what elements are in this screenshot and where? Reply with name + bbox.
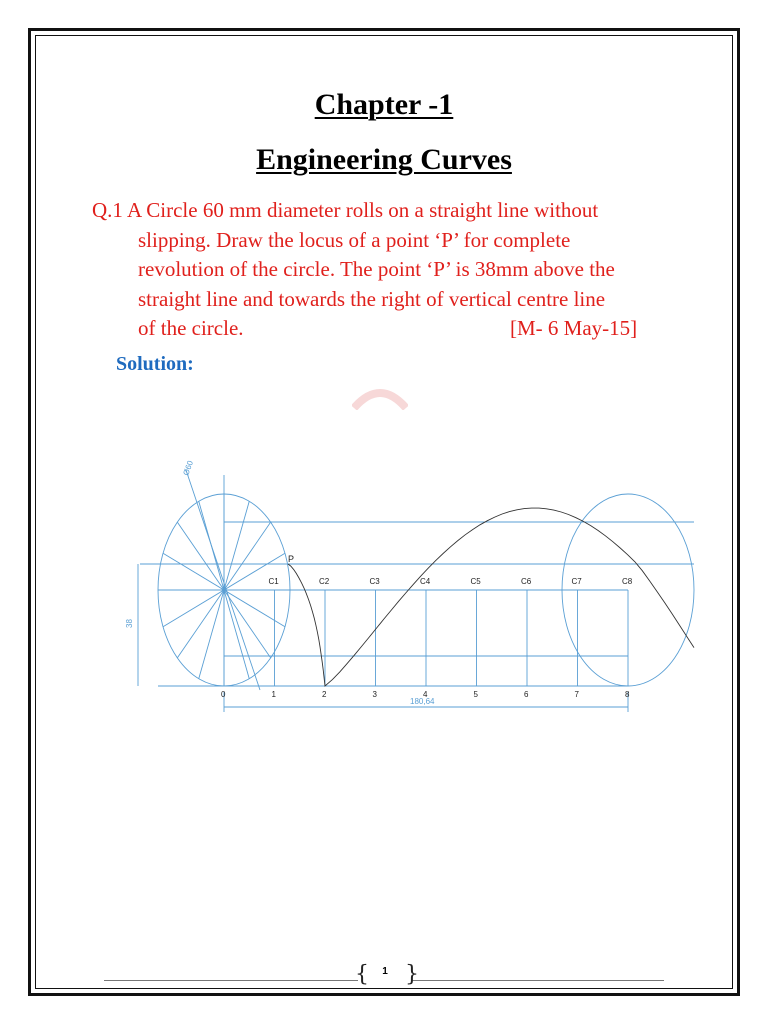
solution-label: Solution: [116,353,194,375]
exam-reference: [M- 6 May-15] [510,316,638,340]
base-label: 1 [271,690,276,699]
page-number: 1 [382,966,388,977]
centre-label: C5 [470,577,481,586]
question-line: of the circle. [M- 6 May-15] [92,314,672,344]
base-label: 7 [574,690,579,699]
centre-label: C7 [571,577,582,586]
locus-curve [288,508,694,686]
base-label: 8 [625,690,630,699]
height-dimension-label: 38 [125,619,134,628]
footer-rule-left [104,980,358,981]
subject-heading: Engineering Curves [256,143,512,176]
base-label: 2 [322,690,327,699]
base-label: 5 [473,690,478,699]
length-dimension-label: 180,64 [410,697,435,706]
centre-label: C1 [268,577,279,586]
point-p-label: P [288,554,295,564]
base-label: 4 [423,690,428,699]
centre-label: C8 [622,577,633,586]
base-label: 0 [221,690,226,699]
centre-label: C2 [319,577,330,586]
centre-label: C3 [369,577,380,586]
centre-label: C6 [521,577,532,586]
footer-bracket-right: } [405,962,419,987]
question-line: Q.1 A Circle 60 mm diameter rolls on a straight line without [92,198,599,222]
centre-label: C4 [420,577,431,586]
chapter-heading: Chapter -1 [314,88,454,121]
base-label: 3 [372,690,377,699]
question-line: slipping. Draw the locus of a point ‘P’ for complete [138,227,571,252]
base-label: 6 [524,690,529,699]
question-line: revolution of the circle. The point ‘P’ is 38mm above the [138,257,615,281]
question-line: straight line and towards the right of vertical centre line [138,286,606,311]
footer-rule-right [412,980,664,981]
footer-bracket-left: { [355,962,369,987]
diameter-dimension-label: Ø60 [181,459,196,477]
